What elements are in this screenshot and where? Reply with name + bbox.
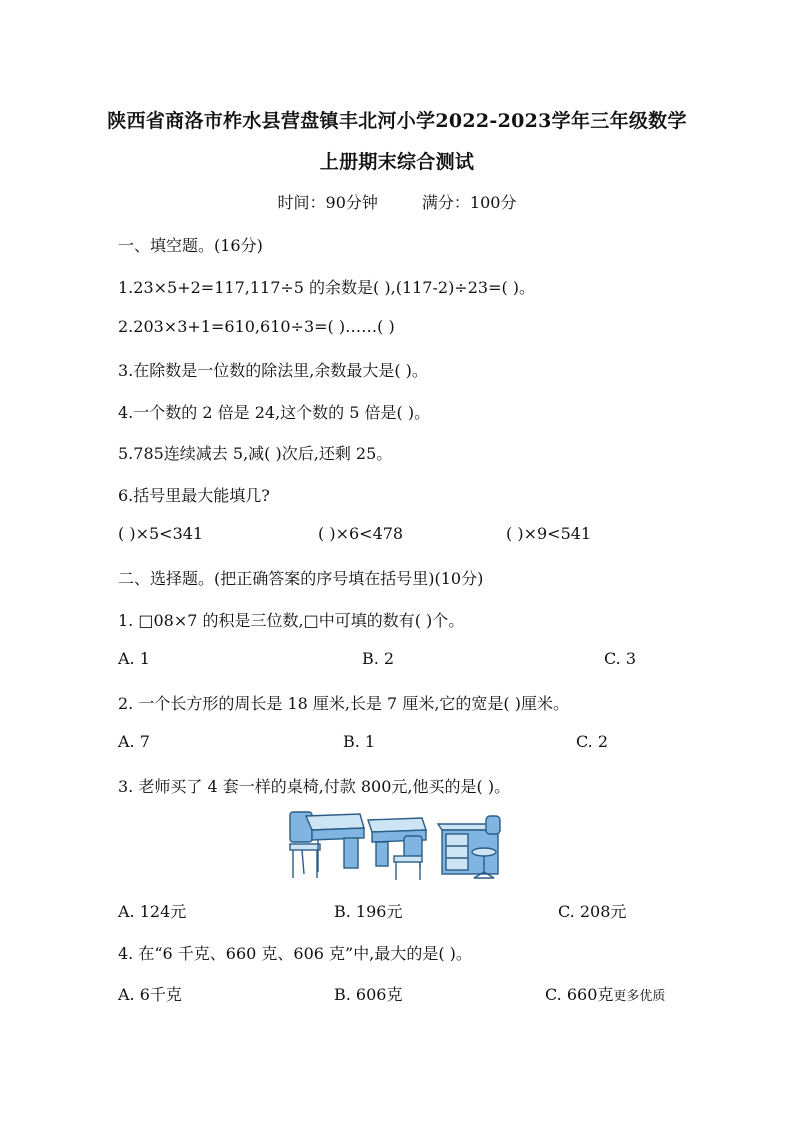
- section1-q3: 3.在除数是一位数的除法里,余数最大是( )。: [118, 361, 428, 380]
- section2-q1-option-c: C. 3: [604, 649, 637, 668]
- section2-q3: 3. 老师买了 4 套一样的桌椅,付款 800元,他买的是( )。: [118, 777, 511, 796]
- section2-heading: 二、选择题。(把正确答案的序号填在括号里)(10分): [118, 569, 484, 588]
- section2-q3-option-c: C. 208元: [558, 902, 627, 921]
- section2-q2: 2. 一个长方形的周长是 18 厘米,长是 7 厘米,它的宽是( )厘米。: [118, 694, 569, 713]
- section1-q6-item3: ( )×9<541: [506, 524, 592, 543]
- section1-q6: 6.括号里最大能填几?: [118, 486, 270, 505]
- section2-q2-option-b: B. 1: [343, 732, 376, 751]
- section1-q6-item1: ( )×5<341: [118, 524, 204, 543]
- section1-q5: 5.785连续减去 5,减( )次后,还剩 25。: [118, 444, 393, 463]
- section2-q1: 1. □08×7 的积是三位数,□中可填的数有( )个。: [118, 611, 465, 630]
- section2-q2-option-c: C. 2: [576, 732, 609, 751]
- section2-q3-option-a: A. 124元: [118, 902, 187, 921]
- section1-heading: 一、填空题。(16分): [118, 236, 263, 255]
- furniture-icon: [286, 808, 508, 882]
- section2-q2-option-a: A. 7: [118, 732, 150, 751]
- section2-q1-option-a: A. 1: [118, 649, 150, 668]
- section2-q4: 4. 在“6 千克、660 克、606 克”中,最大的是( )。: [118, 944, 472, 963]
- section2-q4-option-b: B. 606克: [334, 985, 403, 1004]
- section2-q4-option-c: [545, 982, 665, 1005]
- section1-q2: 2.203×3+1=610,610÷3=( )……( ): [118, 317, 395, 336]
- section2-q3-option-b: B. 196元: [334, 902, 403, 921]
- desk-chair-illustration: [286, 808, 508, 882]
- exam-meta: [0, 190, 794, 213]
- exam-time: 时间：90分钟: [277, 193, 378, 212]
- section2-q4-option-c-text: C. 660克: [545, 985, 614, 1004]
- section1-q4: 4.一个数的 2 倍是 24,这个数的 5 倍是( )。: [118, 403, 431, 422]
- section2-q1-option-b: B. 2: [362, 649, 395, 668]
- exam-title-line1: 陕西省商洛市柞水县营盘镇丰北河小学2022-2023学年三年级数学: [107, 110, 687, 132]
- section2-q4-option-a: A. 6千克: [118, 985, 182, 1004]
- section1-q1: 1.23×5+2=117,117÷5 的余数是( ),(117-2)÷23=( )。: [118, 278, 536, 297]
- exam-title-line2: 上册期末综合测试: [319, 151, 475, 173]
- watermark-text: 更多优质: [613, 989, 666, 1004]
- exam-score: 满分：100分: [421, 193, 517, 212]
- section1-q6-item2: ( )×6<478: [318, 524, 404, 543]
